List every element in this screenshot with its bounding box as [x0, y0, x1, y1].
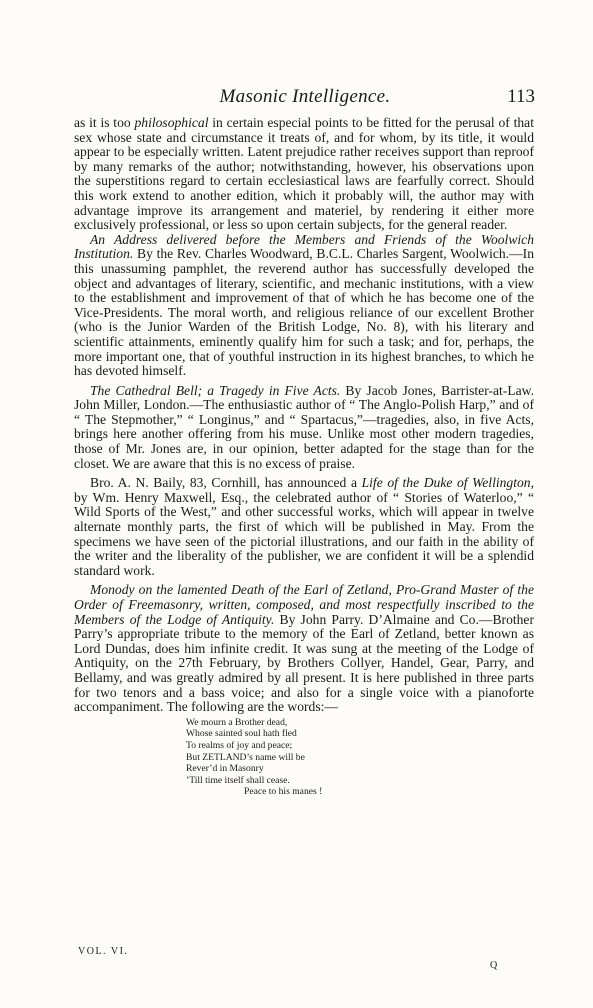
running-title: Masonic Intelligence.	[219, 86, 391, 107]
monody-verse	[186, 717, 534, 798]
paragraph-cathedral-bell	[74, 384, 534, 472]
body-text-run: By Jacob Jones, Barrister-at-Law. John Miller, London.—The enthusiastic author of “ The Anglo-Polish Harp,” and of “ The Stepmother,” “ Longinus,” and “ Spartacus,”—tragedies, also, in five Acts, brings here another offering from his muse. Unlike most other modern tragedies, those of Mr. Jones are, in our opinion, better adapted for the stage than for the closet. We are aware that this is no excess of praise.	[74, 382, 534, 471]
italic-title-text: An Address delivered before the Members and Friends of the Woolwich Institution.	[74, 231, 534, 262]
volume-label: VOL. VI.	[78, 946, 129, 957]
italic-title-text: Life of the Duke of Wellington,	[361, 475, 534, 491]
verse-line: Peace to his manes !	[244, 786, 323, 798]
verse-line: But ZETLAND’s name will be	[186, 751, 305, 763]
body-text-run: as it is too	[74, 115, 135, 130]
italic-title-text: philosophical	[134, 115, 209, 130]
paragraph-woolwich-address	[74, 233, 534, 379]
article-body	[74, 116, 534, 798]
page-header	[75, 86, 535, 110]
paragraph-monody	[74, 583, 534, 714]
body-text-run: By the Rev. Charles Woodward, B.C.L. Charles Sargent, Woolwich.—In this unassuming pamphlet, the reverend author has successfully developed the object and advantages of literary, scientific, and mechanic institutions, with a view to the establishment and improvement of that of which he has become one of the Vice-Presidents. The moral worth, and religious reliance of our excellent Brother (who is the Junior Warden of the British Lodge, No. 8), with his literary and scientific attainments, eminently qualify him for such a task; and for, perhaps, the more important one, that of youthful instruction in its highest branches, to which he has devoted himself.	[74, 246, 534, 379]
verse-line: ’Till time itself shall cease.	[186, 774, 290, 786]
verse-line: Rever’d in Masonry	[186, 763, 264, 775]
body-text-run: in certain especial points to be fitted for the perusal of that sex whose state and circumstance it treats of, and for whom, by its title, it would appear to be especially written. Latent prejudice rather receives support than reproof by many remarks of the author; notwithstanding, however, his observations upon the superstitions regard to certain ecclesiastical laws are fearfully correct. Should this work extend to another edition, which it probably will, the author may with advantage improve its arrangement and materiel, by rendering it either more exclusively professional, or less so upon certain subjects, for the general reader.	[74, 115, 534, 233]
paragraph-wellington	[74, 476, 534, 578]
italic-title-text: Monody on the lamented Death of the Earl of Zetland, Pro-Grand Master of the Order of Freemasonry, written, composed, and most respectfully inscribed to the Members of the Lodge of Antiquity.	[74, 582, 534, 627]
paragraph-continuation	[74, 116, 534, 233]
verse-line: We mourn a Brother dead,	[186, 716, 288, 728]
signature-mark: Q	[490, 960, 498, 971]
verse-line: To realms of joy and peace;	[186, 739, 293, 751]
body-text-run: By John Parry. D’Almaine and Co.—Brother Parry’s appropriate tribute to the memory of the Earl of Zetland, better known as Lord Dundas, does him infinite credit. It was sung at the meeting of the Lodge of Antiquity, on the 27th February, by Brothers Collyer, Handel, Gear, Parry, and Bellamy, and was greatly admired by all present. It is here published in three parts for two tenors and a bass voice; and also for a single voice with a pianoforte accompaniment. The following are the words:—	[74, 611, 534, 715]
italic-title-text: The Cathedral Bell; a Tragedy in Five Acts.	[90, 382, 341, 398]
body-text-run: by Wm. Henry Maxwell, Esq., the celebrated author of “ Stories of Waterloo,” “ Wild Sports of the West,” and other successful works, which will appear in twelve alternate monthly parts, the first of which will be published in May. From the specimens we have seen of the pictorial illustrations, and our faith in the ability of the writer and the liberality of the publisher, we are confident it will be a splendid standard work.	[74, 489, 534, 578]
body-text-run: Bro. A. N. Baily, 83, Cornhill, has announced a	[90, 475, 362, 491]
page-number: 113	[507, 86, 535, 107]
verse-line: Whose sainted soul hath fled	[186, 728, 297, 740]
